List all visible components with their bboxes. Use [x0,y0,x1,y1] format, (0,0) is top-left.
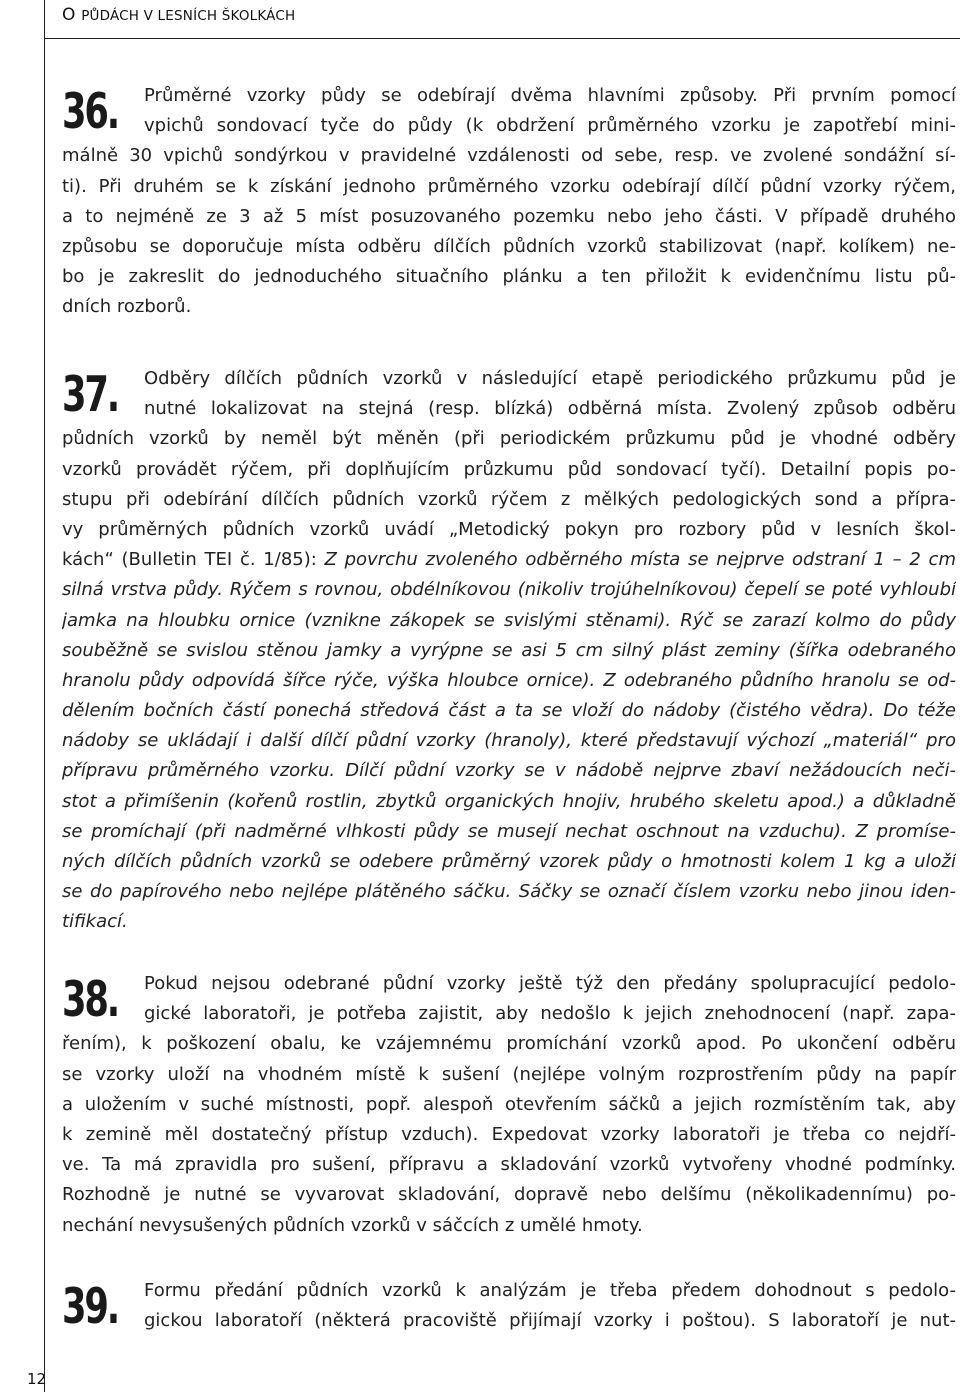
margin-rule-vertical [44,0,45,1392]
text-line: ve. Ta má zpravidla pro sušení, přípravu a skladování vzorků vytvořeny vhodné podmínky. [62,1154,956,1176]
text-line: se promíchají (při nadměrné vlhkosti půdy se musejí nechat oschnout na vzduchu). Z promíse- [62,820,956,842]
paragraph-number: 38. [62,971,119,1028]
text-line: přípravu průměrného vzorku. Dílčí půdní vzorky se v nádobě nejprve zbaví nežádoucích neči- [62,760,956,782]
text-line: tifikací. [62,911,128,933]
header-rule [44,38,960,39]
paragraph-37 [62,364,956,938]
header-first-letter: O [62,5,82,25]
paragraph-39 [62,1276,956,1336]
running-header [62,5,295,25]
text-line: Rozhodně je nutné se vyvarovat skladování, dopravě nebo delšímu (několikadennímu) po- [62,1184,956,1206]
text-line: Odběry dílčích půdních vzorků v následující etapě periodického průzkumu půd je [144,368,956,389]
paragraph-number: 36. [62,83,119,140]
text-run: kách“ (Bulletin TEI č. 1/85): [62,549,325,571]
text-line: stot a přimíšenin (kořenů rostlin, zbytků organických hnojiv, hrubého skeletu apod.) a důkladně [62,790,956,812]
quoted-method-text: Z povrchu zvoleného odběrného místa se nejprve odstraní 1 – 2 cm [324,549,956,571]
text-line: se vzorky uloží na vhodném místě k sušení (nejlépe volným rozprostřením půdy na papír [62,1063,956,1085]
text-line: a uložením v suché místnosti, popř. alespoň otevřením sáčků a jejich rozmístěním tak, aby [62,1093,956,1115]
text-line [62,545,956,575]
text-line: málně 30 vpichů sondýrkou v pravidelné vzdálenosti od sebe, resp. ve zvolené sondážní sí- [62,145,956,167]
paragraph-36 [62,81,956,323]
text-line: nutné lokalizovat na stejná (resp. blízká) odběrná místa. Zvolený způsob odběru [144,398,956,420]
text-line: jamka na hloubku ornice (vznikne zákopek se svislými stěnami). Rýč se zarazí kolmo do půdy [62,609,956,631]
text-line: vpichů sondovací tyče do půdy (k obdržení průměrného vzorku je zapotřebí mini- [144,115,956,137]
text-line: bo je zakreslit do jednoduchého situačního plánku a ten přiložit k evidenčnímu listu pů- [62,266,956,288]
text-line: ti). Při druhém se k získání jednoho průměrného vzorku odebírají dílčí půdní vzorky rýčem, [62,175,956,197]
text-line: řením), k poškození obalu, ke vzájemnému promíchání vzorků apod. Po ukončení odběru [62,1033,956,1055]
text-line: Formu předání půdních vzorků k analýzám je třeba předem dohodnout s pedolo- [144,1280,956,1301]
text-line: souběžně se svislou stěnou jamky a vyrýpne se asi 5 cm silný plást zeminy (šířka odebraného [62,639,956,661]
paragraph-38 [62,969,956,1241]
text-line: Průměrné vzorky půdy se odebírají dvěma hlavními způsoby. Při prvním pomocí [144,85,956,106]
page-number: 12 [27,1370,47,1388]
text-line: silná vrstva půdy. Rýčem s rovnou, obdélníkovou (nikoliv trojúhelníkovou) čepelí se poté vyhloubí [62,579,956,601]
text-line: dních rozborů. [62,296,192,318]
paragraph-number: 39. [62,1278,119,1335]
text-line: způsobu se doporučuje místa odběru dílčích půdních vzorků stabilizovat (např. kolíkem) ne- [62,235,956,257]
text-line: půdních vzorků by neměl být měněn (při periodickém průzkumu půd je vhodné odběry [62,428,956,450]
text-line: se do papírového nebo nejlépe plátěného sáčku. Sáčky se označí číslem vzorku nebo jinou iden- [62,881,956,903]
paragraph-number: 37. [62,366,119,423]
text-line: k zemině měl dostatečný přístup vzduch). Expedovat vzorky laboratoři je třeba co nejdří- [62,1123,956,1145]
text-line: a to nejméně ze 3 až 5 míst posuzovaného pozemku nebo jeho části. V případě druhého [62,205,956,227]
text-line: ných dílčích půdních vzorků se odebere průměrný vzorek půdy o hmotnosti kolem 1 kg a uloží [62,851,956,872]
header-rest: PŮDÁCH V LESNÍCH ŠKOLKÁCH [81,8,296,24]
text-line: hranolu půdy odpovídá šířce rýče, výška hloubce ornice). Z odebraného půdního hranolu se od- [62,669,956,691]
text-line: nechání nevysušených půdních vzorků v sáčcích z umělé hmoty. [62,1214,643,1236]
text-line: dělením bočních částí ponechá středová část a ta se vloží do nádoby (čistého vědra). Do téže [62,700,956,722]
text-line: stupu při odebírání dílčích půdních vzorků rýčem z mělkých pedologických sond a přípra- [62,488,956,510]
text-line: vy průměrných půdních vzorků uvádí „Metodický pokyn pro rozbory půd v lesních škol- [62,518,956,540]
text-line: gickou laboratoří (některá pracoviště přijímají vzorky i poštou). S laboratoří je nut- [144,1310,956,1332]
text-line: gické laboratoři, je potřeba zajistit, aby nedošlo k jejich znehodnocení (např. zapa- [144,1003,956,1025]
text-line: Pokud nejsou odebrané půdní vzorky ještě týž den předány spolupracující pedolo- [144,973,956,994]
text-line: vzorků provádět rýčem, při doplňujícím průzkumu půd sondovací tyčí). Detailní popis po- [62,458,956,480]
text-line: nádoby se ukládají i další dílčí půdní vzorky (hranoly), které představují výchozí „materiál“ pro [62,730,956,752]
